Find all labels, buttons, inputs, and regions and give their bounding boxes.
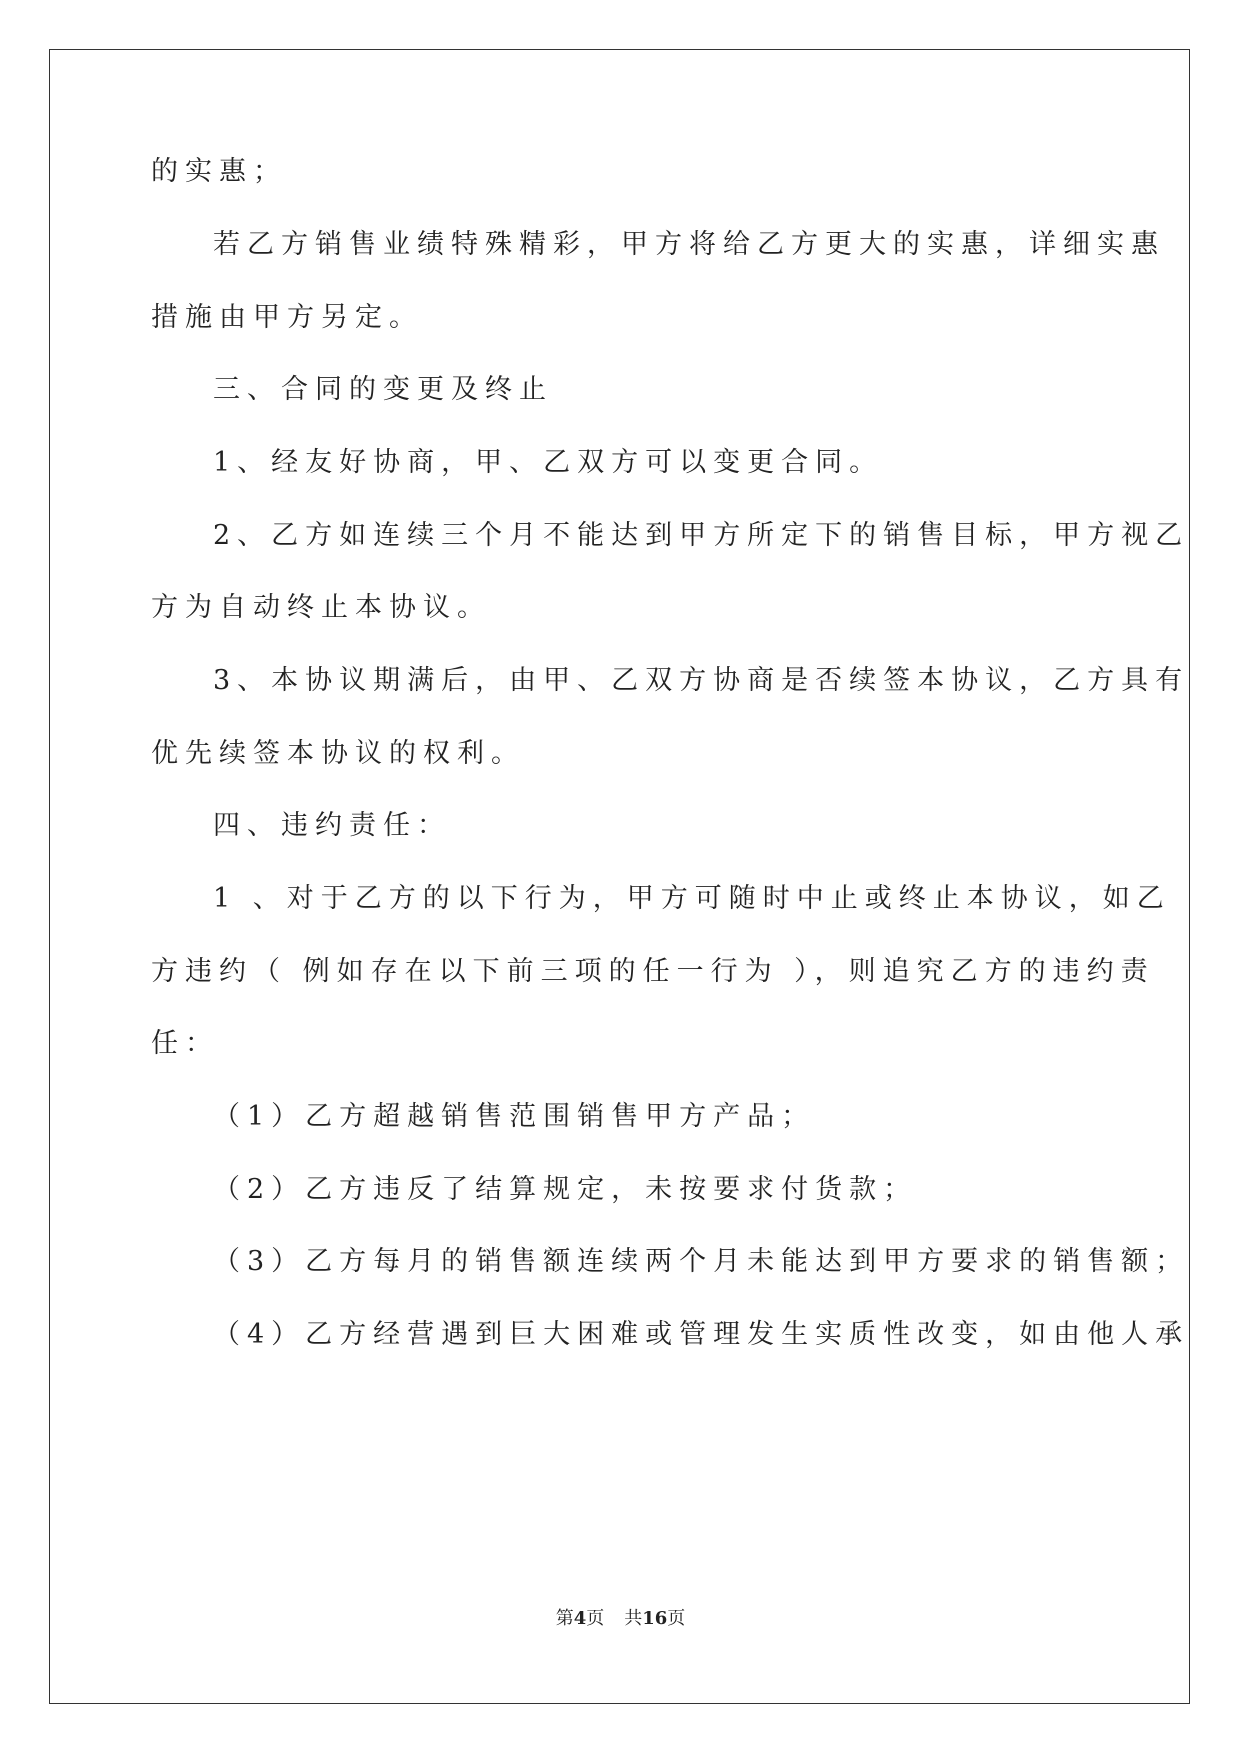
total-prefix: 共 — [624, 1608, 643, 1629]
list-item: （2）乙方违反了结算规定，未按要求付货款； — [213, 1174, 918, 1205]
list-item: （3）乙方每月的销售额连续两个月未能达到甲方要求的销售额； — [213, 1246, 1190, 1277]
page-current: 4 — [573, 1608, 587, 1629]
text-line: 1、经友好协商，甲、乙双方可以变更合同。 — [213, 447, 884, 478]
text-line: 的实惠； — [151, 156, 287, 187]
text-line: 若乙方销售业绩特殊精彩，甲方将给乙方更大的实惠，详细实惠 — [213, 229, 1165, 260]
page-footer — [0, 1607, 1241, 1631]
section-heading: 四、违约责任： — [213, 810, 451, 841]
text-line: 任： — [151, 1028, 219, 1059]
text-line: 方为自动终止本协议。 — [151, 592, 491, 623]
list-item: （4）乙方经营遇到巨大困难或管理发生实质性改变，如由他人承 — [213, 1319, 1190, 1350]
text-line: 3、本协议期满后，由甲、乙双方协商是否续签本协议，乙方具有 — [213, 665, 1190, 696]
text-line: 措施由甲方另定。 — [151, 302, 423, 333]
page-prefix: 第 — [555, 1608, 574, 1629]
text-line: 优先续签本协议的权利。 — [151, 738, 525, 769]
text-line: 1 、对于乙方的以下行为，甲方可随时中止或终止本协议，如乙 — [213, 883, 1171, 914]
page-suffix: 页 — [586, 1608, 605, 1629]
text-line: 2、乙方如连续三个月不能达到甲方所定下的销售目标，甲方视乙 — [213, 520, 1190, 551]
section-heading: 三、合同的变更及终止 — [213, 374, 553, 405]
total-suffix: 页 — [667, 1608, 686, 1629]
list-item: （1）乙方超越销售范围销售甲方产品； — [213, 1101, 816, 1132]
text-line: 方违约（ 例如存在以下前三项的任一行为 ），则追究乙方的违约责 — [151, 956, 1155, 987]
page-total: 16 — [642, 1608, 668, 1629]
